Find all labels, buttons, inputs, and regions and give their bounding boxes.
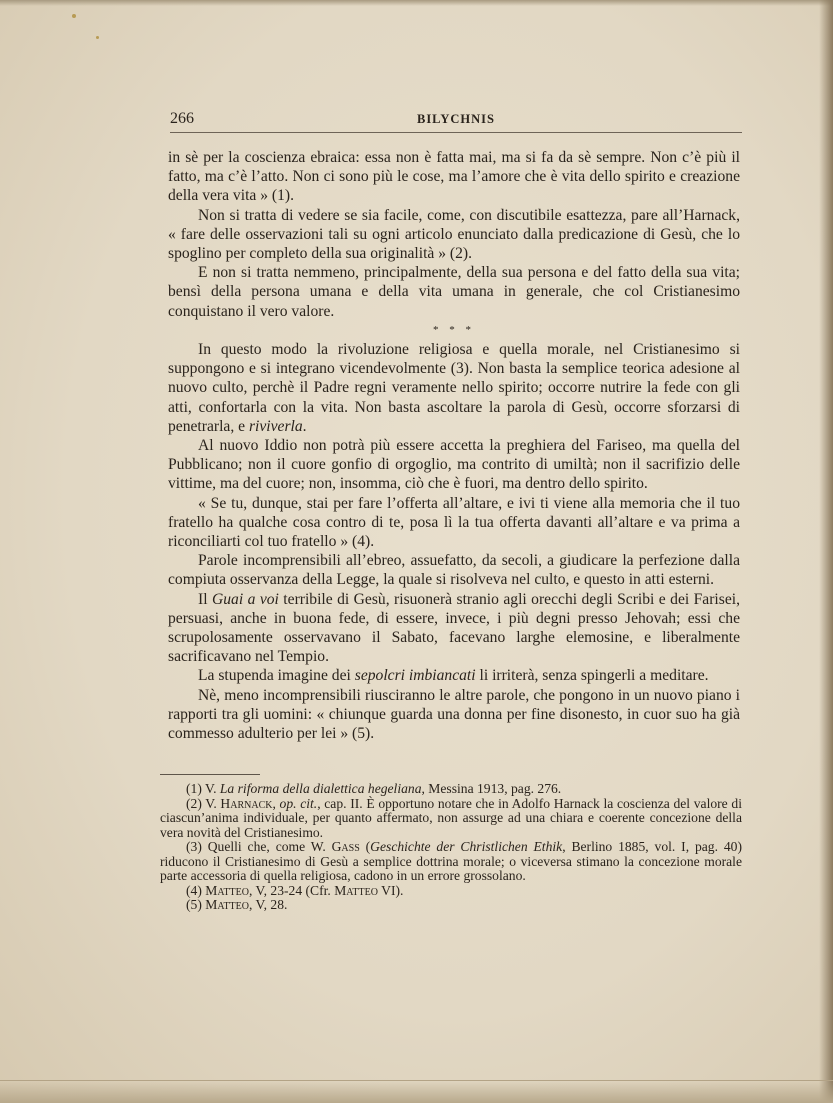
paragraph: [168, 340, 740, 436]
footnote-author: Matteo: [205, 897, 249, 912]
paragraph-text: terribile di Gesù, risuonerà stranio agli orecchi degli Scribi e dei Farisei, persuasi, anche in buona fede, di essere, invece, i più degni presso Jehovah; essi che scrupolosamente osservavano il Sabato, facevano larghe elemosine, e liberalmente sacrificavano nel Tempio.: [168, 590, 740, 666]
footnote-text: (4): [186, 882, 206, 898]
paragraph: Parole incomprensibili all’ebreo, assuefatto, da secoli, a giudicare la perfezione dalla compiuta osservanza della Legge, la quale si risolveva nel culto, e questo in atti esterni.: [168, 552, 740, 589]
paragraph-text: Il: [198, 590, 212, 608]
paragraph: [168, 666, 740, 685]
footnote-text: (3) Quelli che, come W.: [186, 839, 332, 854]
emphasis: sepolcri imbiancati: [354, 667, 476, 685]
footnote-text: , V, 28.: [249, 897, 288, 912]
paragraph: in sè per la coscienza ebraica: essa non è fatta mai, ma si fa da sè sempre. Non c’è più il fatto, ma c’è l’atto. Non ci sono più le cose, ma l’amore che è vita dello spirito e creazione della vera vita » (1).: [168, 149, 740, 205]
paragraph: Al nuovo Iddio non potrà più essere accetta la preghiera del Fariseo, ma quella del Pubblicano; non il cuore gonfio di orgoglio, ma contrito di umiltà; non il sacrifizio delle vittime, ma del cuore; non, insomma, ciò che è fuori, ma dentro dello spirito.: [168, 437, 740, 493]
footnote-author: Matteo: [205, 882, 249, 898]
paragraph-text: In questo modo la rivoluzione religiosa e quella morale, nel Cristianesimo si suppongono e si integrano vicendevolmente (3). Non basta la semplice teorica adesione al nuovo culto, perchè il Padre regni veramente nello spirito; occorre nutrire la fede con gli atti, confortarla con la vita. Non basta ascoltare la parola di Gesù, occorre sforzarsi di penetrarla, e: [168, 341, 740, 435]
section-break-asterism: * * *: [433, 323, 475, 336]
footnote-author: Harnack: [220, 795, 273, 811]
footnotes: [160, 782, 742, 913]
paragraph-text: li irriterà, senza spingerli a meditare.: [475, 667, 709, 685]
footnote-text: , V, 23-24 (Cfr.: [249, 882, 335, 898]
paragraph: Nè, meno incomprensibili riusciranno le altre parole, che pongono in un nuovo piano i rapporti tra gli uomini: « chiunque guarda una donna per fine disonesto, in cuor suo ha già commesso adulterio per lei » (5).: [168, 686, 740, 743]
footnote-title: La riforma della dialettica hegeliana: [219, 781, 422, 796]
page-number: 266: [170, 110, 194, 127]
paragraph: Non si tratta di vedere se sia facile, come, con discutibile esattezza, pare all’Harnack, « fare delle osservazioni tali su ogni articolo enunciato dalla predicazione di Gesù, che lo spoglino per completo della sua originalità » (2).: [168, 206, 740, 263]
footnote-divider: [160, 774, 260, 775]
paper-stain: [72, 14, 76, 18]
footnote: [160, 884, 742, 899]
paragraph: E non si tratta nemmeno, principalmente, della sua persona e del fatto della sua vita; bensì della persona umana e della vita umana in generale, che col Cristianesimo conquistano il vero valore.: [168, 264, 740, 320]
footnote-author: Matteo: [334, 882, 378, 898]
footnote-text: (5): [186, 897, 206, 912]
footnote-text: VI).: [377, 882, 404, 898]
footnote-text: , Berlino 1885, vol. I, pag. 40) riducono il Cristianesimo di Gesù a semplice dottrina morale; o viceversa stimano la concezione morale parte accessoria di quella religiosa, cadono in un errore grossolano.: [160, 839, 742, 883]
page-right-edge: [819, 0, 833, 1103]
footnote-title: Geschichte der Christlichen Ethik: [370, 839, 563, 854]
main-text: [168, 148, 740, 743]
footnote-text: , cap. II. È opportuno notare che in Adolfo Harnack la coscienza del valore di ciascun’anima individuale, per quanto affermato, non assurge ad una chiara e coerente concezione della vera novità del Cristianesimo.: [160, 795, 742, 840]
footnote-author: Gass: [331, 839, 360, 854]
footnote: [160, 782, 742, 797]
footnote: [160, 898, 742, 913]
footnote-text: , Messina 1913, pag. 276.: [421, 781, 562, 796]
footnote: [160, 840, 742, 884]
footnote-text: (2) V.: [186, 795, 221, 811]
emphasis: riviverla: [248, 417, 303, 435]
emphasis: Guai a voi: [211, 590, 279, 608]
paragraph: [168, 590, 740, 667]
paper-stain: [96, 36, 99, 39]
footnote-title: op. cit.: [279, 795, 318, 811]
page-bottom-edge: [0, 1080, 833, 1103]
running-head: BILYCHNIS: [416, 112, 495, 126]
footnote: [160, 797, 742, 841]
footnote-text: (: [359, 839, 371, 854]
paragraph: « Se tu, dunque, stai per fare l’offerta all’altare, e ivi ti viene alla memoria che il tuo fratello ha qualche cosa contro di te, posa lì la tua offerta davanti all’altare e va prima a riconciliarti col tuo fratello » (4).: [168, 494, 740, 551]
footnote-text: ,: [272, 795, 280, 811]
page-header: [170, 108, 742, 133]
footnote-text: (1) V.: [186, 781, 220, 796]
paragraph-text: .: [302, 417, 307, 435]
page-top-edge: [0, 0, 833, 6]
paragraph-text: La stupenda imagine dei: [198, 667, 355, 685]
